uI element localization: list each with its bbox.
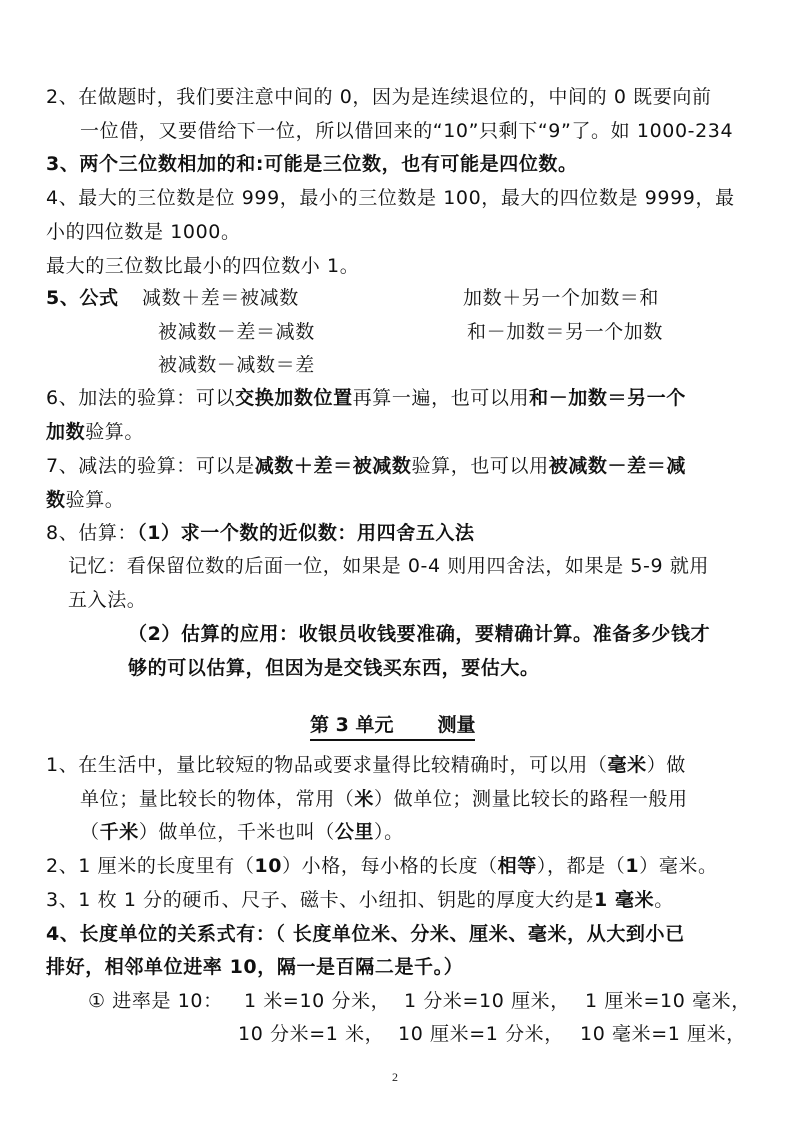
formula-text: 被减数－差＝减数 xyxy=(158,321,315,343)
item-2-line-2 xyxy=(80,118,733,144)
text: 10 分米=1 米， xyxy=(238,1023,385,1045)
text: 1 分米=10 厘米， xyxy=(404,990,570,1012)
rate-row2-col1 xyxy=(238,1021,384,1047)
text: 。 xyxy=(654,889,674,911)
answer: 1 xyxy=(625,855,640,877)
item-6-prefix: 6、加法的验算：可以 xyxy=(46,387,236,409)
text: 排好，相邻单位进率 10，隔一是百隔二是千。） xyxy=(46,956,464,978)
text: ① 进率是 10： xyxy=(88,990,223,1012)
page-number: 2 xyxy=(392,1070,398,1084)
item-8-sub2-line-2 xyxy=(128,655,540,681)
item-6-emphasis-3: 加数 xyxy=(46,421,86,443)
item-4-line-3 xyxy=(46,253,359,279)
rate-row2-col2 xyxy=(398,1021,564,1047)
text: 10 毫米=1 厘米， xyxy=(580,1023,746,1045)
text: ）做 xyxy=(646,754,686,776)
answer: 1 毫米 xyxy=(594,889,655,911)
item-8-subheading-2: （2）估算的应用：收银员收钱要准确，要精确计算。准备多少钱才 xyxy=(128,623,711,645)
item-8-subheading-2-cont: 够的可以估算，但因为是交钱买东西，要估大。 xyxy=(128,657,540,679)
s2-item-1-line-3 xyxy=(80,819,404,845)
item-8-line-1 xyxy=(46,520,475,546)
item-4-text-cont: 小的四位数是 1000。 xyxy=(46,221,241,243)
formula-label: 5、公式 xyxy=(46,287,119,309)
rate-row2-col3 xyxy=(580,1021,746,1047)
formula-right-2 xyxy=(467,319,663,345)
item-2-text-cont: 一位借，又要借给下一位，所以借回来的“10”只剩下“9”了。如 1000-234 xyxy=(80,120,734,142)
text: ），都是（ xyxy=(536,855,626,877)
formula-left-1 xyxy=(142,285,299,311)
item-8-sub2-line-1 xyxy=(128,621,710,647)
item-7-emphasis-1: 减数＋差＝被减数 xyxy=(254,455,412,477)
answer-km: 千米 xyxy=(99,821,139,843)
formula-right-1 xyxy=(463,285,659,311)
unit-name: 测量 xyxy=(437,714,476,736)
item-6-line-2 xyxy=(46,419,144,445)
item-8-subheading-1: （1）求一个数的近似数：用四舍五入法 xyxy=(137,522,475,544)
item-8-memo-2 xyxy=(68,587,146,613)
item-7-emphasis-2: 被减数－差＝减 xyxy=(548,455,686,477)
item-4-line-2 xyxy=(46,219,241,245)
text: 3、1 枚 1 分的硬币、尺子、磁卡、小纽扣、钥匙的厚度大约是 xyxy=(46,889,594,911)
formula-text: 和－加数＝另一个加数 xyxy=(467,321,664,343)
item-8-memo-text: 记忆：看保留位数的后面一位，如果是 0-4 则用四舍法，如果是 5-9 就用 xyxy=(68,555,710,577)
s2-item-3 xyxy=(46,887,674,913)
unit-number: 第 3 单元 xyxy=(310,714,394,736)
formula-left-2 xyxy=(158,319,315,345)
formula-text: 被减数－减数＝差 xyxy=(158,354,315,376)
item-7-line-1 xyxy=(46,453,686,479)
text: ）做单位，千米也叫（ xyxy=(138,821,335,843)
item-7-mid: 验算，也可以用 xyxy=(411,455,549,477)
item-6-emphasis-2: 和－加数＝另一个 xyxy=(529,387,686,409)
text: 10 厘米=1 分米， xyxy=(398,1023,564,1045)
text: 1、在生活中，量比较短的物品或要求量得比较精确时，可以用（ xyxy=(46,754,608,776)
item-4-line-1 xyxy=(46,185,735,211)
answer: 相等 xyxy=(497,855,537,877)
item-6-mid: 再算一遍，也可以用 xyxy=(352,387,530,409)
s2-item-1-line-2 xyxy=(80,786,688,812)
text: ）。 xyxy=(374,821,404,843)
answer-mm: 毫米 xyxy=(607,754,647,776)
text: ）毫米。 xyxy=(639,855,718,877)
text: 1 厘米=10 毫米， xyxy=(585,990,751,1012)
s2-item-2 xyxy=(46,853,718,879)
answer: 10 xyxy=(254,855,283,877)
text: ）小格，每小格的长度（ xyxy=(282,855,498,877)
text: 4、长度单位的关系式有：（ 长度单位米、分米、厘米、毫米，从大到小已 xyxy=(46,923,685,945)
item-8-memo-text-cont: 五入法。 xyxy=(68,589,147,611)
text: ）做单位；测量比较长的路程一般用 xyxy=(374,788,688,810)
s2-item-4-line-2 xyxy=(46,954,463,980)
item-3-text: 3、两个三位数相加的和:可能是三位数，也有可能是四位数。 xyxy=(46,153,578,175)
answer-m: 米 xyxy=(354,788,375,810)
item-7-line-2 xyxy=(46,487,124,513)
text: （ xyxy=(80,821,100,843)
formula-left-3 xyxy=(158,352,315,378)
s2-item-4-line-1 xyxy=(46,921,685,947)
s2-item-1-line-1 xyxy=(46,752,686,778)
item-6-emphasis-1: 交换加数位置 xyxy=(235,387,353,409)
item-8-memo-1 xyxy=(68,553,709,579)
item-7-rest: 验算。 xyxy=(65,489,125,511)
rate-row1-col2 xyxy=(404,988,570,1014)
item-8-prefix: 8、估算： xyxy=(46,522,138,544)
formula-text: 减数＋差＝被减数 xyxy=(142,287,299,309)
item-2-text: 2、在做题时，我们要注意中间的 0，因为是连续退位的，中间的 0 既要向前 xyxy=(46,86,712,108)
text: 1 米=10 分米， xyxy=(244,990,391,1012)
item-3 xyxy=(46,151,578,177)
rate-row1-col3 xyxy=(585,988,751,1014)
item-4-text: 4、最大的三位数是位 999，最小的三位数是 100，最大的四位数是 9999，最 xyxy=(46,187,735,209)
text: 2、1 厘米的长度里有（ xyxy=(46,855,255,877)
item-7-prefix: 7、减法的验算：可以是 xyxy=(46,455,255,477)
item-2-line-1 xyxy=(46,84,712,110)
item-6-line-1 xyxy=(46,385,686,411)
item-6-rest: 验算。 xyxy=(85,421,145,443)
rate-row1-col1 xyxy=(244,988,390,1014)
item-7-emphasis-3: 数 xyxy=(46,489,66,511)
item-5-label xyxy=(46,285,119,311)
rate-label xyxy=(88,988,223,1014)
answer-gongli: 公里 xyxy=(334,821,375,843)
section-title xyxy=(310,712,475,741)
text: 单位；量比较长的物体，常用（ xyxy=(80,788,355,810)
item-4-note: 最大的三位数比最小的四位数小 1。 xyxy=(46,255,360,277)
formula-text: 加数＋另一个加数＝和 xyxy=(463,287,660,309)
